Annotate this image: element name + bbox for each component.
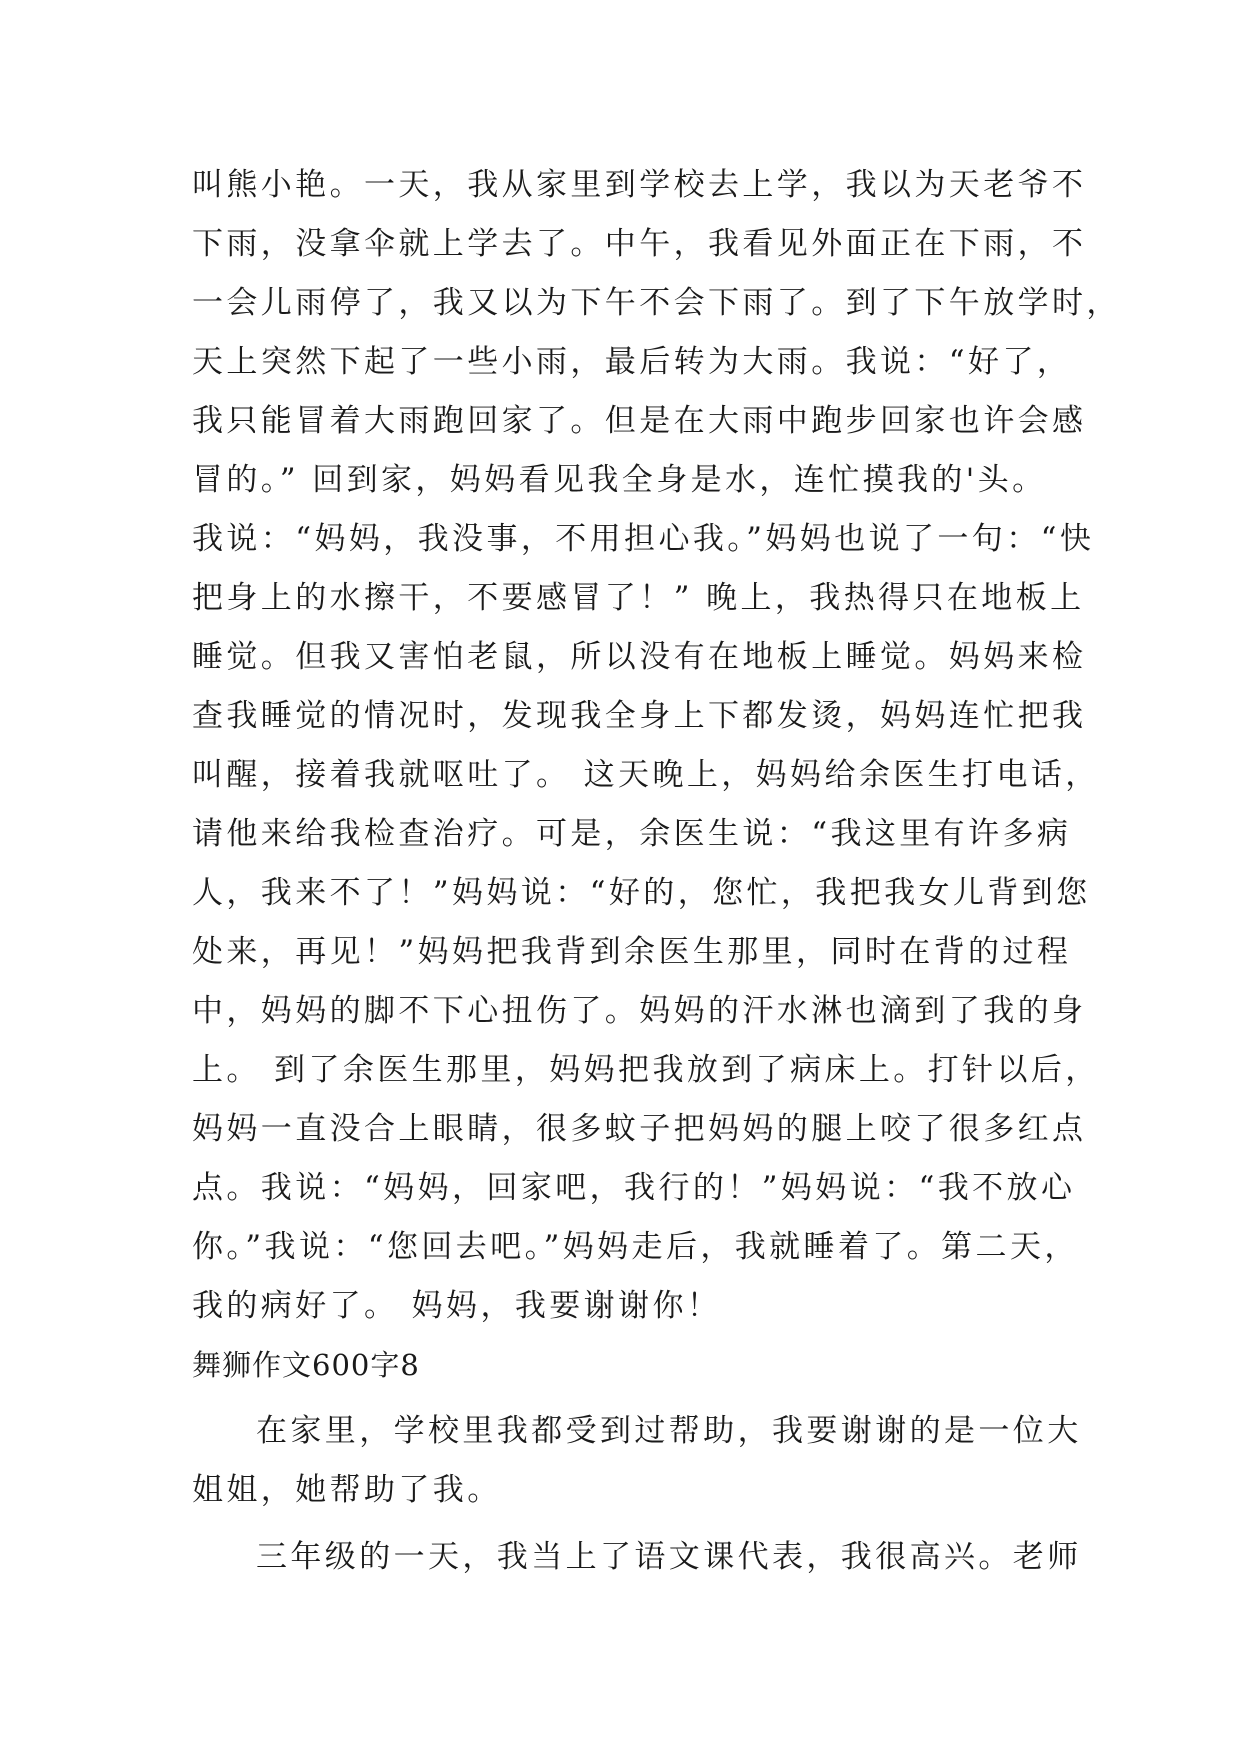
text-line: 我只能冒着大雨跑回家了。但是在大雨中跑步回家也许会感	[192, 403, 1087, 439]
text-line: 叫醒，接着我就呕吐了。 这天晚上，妈妈给余医生打电话，	[192, 757, 1100, 793]
text-line: 中，妈妈的脚不下心扭伤了。妈妈的汗水淋也滴到了我的身	[192, 993, 1087, 1029]
text-line: 你。”我说：“您回去吧。”妈妈走后，我就睡着了。第二天，	[192, 1229, 1079, 1265]
text-line: 我的病好了。 妈妈，我要谢谢你！	[192, 1288, 722, 1324]
text-line: 下雨，没拿伞就上学去了。中午，我看见外面正在下雨，不	[192, 226, 1087, 262]
text-line: 点。我说：“妈妈，回家吧，我行的！”妈妈说：“我不放心	[192, 1170, 1076, 1206]
text-line: 查我睡觉的情况时，发现我全身上下都发烫，妈妈连忙把我	[192, 698, 1087, 734]
text-line: 叫熊小艳。一天，我从家里到学校去上学，我以为天老爷不	[192, 167, 1087, 203]
text-line: 冒的。” 回到家，妈妈看见我全身是水，连忙摸我的'头。	[192, 462, 1047, 498]
text-line: 人，我来不了！”妈妈说：“好的，您忙，我把我女儿背到您	[192, 875, 1091, 911]
text-line: 我说：“妈妈，我没事，不用担心我。”妈妈也说了一句：“快	[192, 521, 1095, 557]
text-line: 把身上的水擦干，不要感冒了！” 晚上，我热得只在地板上	[192, 580, 1085, 616]
text-line: 睡觉。但我又害怕老鼠，所以没有在地板上睡觉。妈妈来检	[192, 639, 1087, 675]
paragraph-gap	[192, 1394, 1062, 1402]
paragraph-gap	[192, 1520, 1062, 1528]
text-line: 处来，再见！”妈妈把我背到余医生那里，同时在背的过程	[192, 934, 1072, 970]
text-line: 上。 到了余医生那里，妈妈把我放到了病床上。打针以后，	[192, 1052, 1100, 1088]
text-line: 妈妈一直没合上眼睛，很多蚊子把妈妈的腿上咬了很多红点	[192, 1111, 1087, 1147]
text-line: 三年级的一天，我当上了语文课代表，我很高兴。老师	[256, 1539, 1082, 1575]
essay-heading: 舞狮作文600字8	[192, 1348, 420, 1382]
text-line: 请他来给我检查治疗。可是，余医生说：“我这里有许多病	[192, 816, 1072, 852]
essay-8-paragraph-1	[192, 1402, 1082, 1520]
essay-7-paragraph	[192, 156, 1121, 1336]
text-line: 天上突然下起了一些小雨，最后转为大雨。我说：“好了，	[192, 344, 1072, 380]
document-body	[192, 156, 1121, 1587]
text-line: 一会儿雨停了，我又以为下午不会下雨了。到了下午放学时，	[192, 285, 1121, 321]
essay-8-paragraph-2	[192, 1528, 1082, 1587]
text-line: 在家里，学校里我都受到过帮助，我要谢谢的是一位大	[256, 1413, 1082, 1449]
text-line: 姐姐，她帮助了我。	[192, 1472, 502, 1508]
